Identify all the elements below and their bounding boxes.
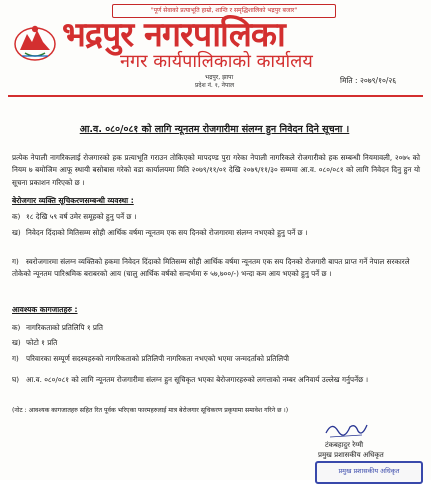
nepal-emblem-icon xyxy=(12,20,58,62)
signature-mark xyxy=(322,417,370,441)
office-subtitle: नगर कार्यपालिकाको कार्यालय xyxy=(120,51,313,72)
item-text: निवेदन दिंदाको मितिसम्म सोही आर्थिक वर्षमा न्यूनतम एक सय दिनको रोजगारमा संलग्न नभएको हुनु पर्ने छ । xyxy=(26,228,308,237)
item-text: नागरिकताको प्रतिलिपि १ प्रति xyxy=(26,323,103,332)
officer-name: टंकबहादुर रेग्मी xyxy=(325,441,364,449)
official-stamp: प्रमुख प्रशासकीय अधिकृत xyxy=(315,461,423,484)
document-item xyxy=(12,353,420,365)
notice-date xyxy=(340,76,396,86)
date-label: मिति : xyxy=(340,76,358,85)
notice-note: (नोट : आवश्यक कागजातहरु सहित रित पूर्वक भरिएका फारमहरुलाई मात्र बेरोजगार सूचिकरण प्रकृयामा समावेश गरिने छ ।) xyxy=(12,407,289,414)
header-divider xyxy=(8,95,423,97)
item-key: घ) xyxy=(12,375,20,384)
item-text: १८ देखि ५९ वर्ष उमेर समूहको हुनु पर्ने छ । xyxy=(26,212,137,221)
document-item xyxy=(12,322,420,334)
item-key: ग) xyxy=(12,354,19,363)
office-province: प्रदेश नं. १, नेपाल xyxy=(195,82,235,89)
eligibility-heading: बेरोजगार व्यक्ति सूचिकरणसम्बन्धी व्यवस्था : xyxy=(12,196,134,205)
item-text: फोटो १ प्रति xyxy=(26,338,58,347)
item-key: क) xyxy=(12,212,21,221)
item-key: ग) xyxy=(12,257,19,266)
document-item xyxy=(12,337,420,349)
item-key: ख) xyxy=(12,338,21,347)
item-key: ख) xyxy=(12,228,21,237)
item-text: परिवारका सम्पूर्ण सदस्यहरुको नागरिकताको प्रतिलिपी नागरिकता नभएको भएमा जन्मदर्ताको प्रतिलिपी xyxy=(26,354,290,363)
document-item xyxy=(12,374,420,386)
item-text: आ.व. ०८०/०८१ को लागि न्यूनतम रोजगारीमा संलग्न हुन सूचिकृत भएका बेरोजगारहरुको लगत्ताको नम्बर अनिवार्य उल्लेख गर्नुपर्नेछ । xyxy=(26,375,369,384)
office-location: भद्रपुर, झापा xyxy=(205,74,234,81)
eligibility-item xyxy=(12,227,420,239)
officer-title: प्रमुख प्रशासकीय अधिकृत xyxy=(318,451,384,459)
slogan-banner: "पूर्ण सेवाको प्रत्याभूति हाम्रो, शान्ति र समृद्धिशालिको भद्रपुर बजार" xyxy=(112,4,336,18)
documents-heading: आवश्यक कागजातहरु : xyxy=(12,305,78,314)
notice-intro: प्रत्येक नेपाली नागरिकलाई रोजगारको हक प्रत्याभूति गराउन तोकिएको मापदण्ड पुरा गरेका नेपाली नागरिकले रोजगारीको हक सम्बन्धी नियमावली, २०७५ को नियम ७ बमोजिम आफू स्थायी बसोबास गरेको वडा कार्यालयमा मिति २०७९/११/०१ देखि २०७९/११/३० सम्ममा आ.व. ०८०/०८१ को लागि निवेदन दिनु हुन यो सूचना प्रकाशन गरिएको छ । xyxy=(12,153,420,187)
municipality-title: भद्रपुर नगरपालिका xyxy=(62,15,285,55)
item-text: स्वरोजगारमा संलग्न व्यक्तिको हकमा निवेदन दिंदाको मितिसम्म सोही आर्थिक वर्षमा न्यूनतम एक सय दिनको रोजगारी बापत प्राप्त गर्ने नेपाल सरकारले तोकेको न्यूनतम पारिश्रमिक बराबरको आय (चालु आर्थिक वर्षको सन्दर्भमा रु ५७,७००/-) भन्दा कम आय भएको हुनु पर्ने छ । xyxy=(12,257,410,279)
eligibility-item xyxy=(12,256,420,280)
notice-heading: आ.व. ०८०/०८१ को लागि न्यूनतम रोजगारीमा संलग्न हुन निवेदन दिने सूचना । xyxy=(79,124,350,135)
item-key: क) xyxy=(12,323,21,332)
eligibility-item xyxy=(12,211,420,223)
date-value: २०७९/१०/२६ xyxy=(359,76,397,85)
